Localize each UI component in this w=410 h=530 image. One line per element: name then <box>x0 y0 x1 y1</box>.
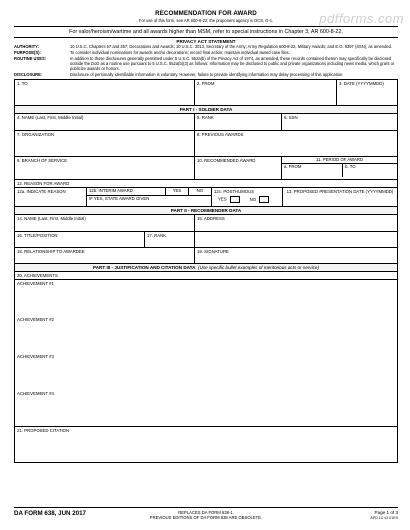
row-branch-award-period <box>15 157 397 180</box>
form-subtitle: For use of this form, see AR 600-8-22; the proponent agency is DCS, G-1. <box>138 18 274 23</box>
interim-award: 12b. INTERIM AWARD YES NO IF YES, STATE AWARD GIVEN <box>87 188 212 206</box>
form-grid <box>14 79 398 463</box>
privacy-row: PURPOSE(S): To consider individual nominations for awards and/or decorations; record final action; maintain individual award case files. <box>14 50 290 56</box>
recommender-rank-field[interactable]: 17. RANK <box>145 232 195 247</box>
row-name-rank-ssn <box>15 114 397 131</box>
date-field[interactable]: 3. DATE (YYYYMMDD) <box>339 81 384 87</box>
interim-no-checkbox[interactable]: NO <box>188 188 211 195</box>
row-relationship-signature <box>15 248 397 264</box>
part1-header: PART I - SOLDIER DATA <box>15 106 397 114</box>
row-title-rank <box>15 232 397 248</box>
ssn-field[interactable]: 6. SSN <box>284 115 298 121</box>
to-field[interactable]: 1. TO <box>15 80 195 105</box>
privacy-act-title: PRIVACY ACT STATEMENT <box>176 39 236 44</box>
address-field-continued[interactable] <box>195 232 397 247</box>
recommender-name-field[interactable]: 14. NAME (Last, First, Middle Initial) <box>15 215 195 231</box>
achievement-4-field[interactable]: ACHIEVEMENT #4 <box>15 390 397 427</box>
part2-header: PART II - RECOMMENDER DATA <box>15 207 397 215</box>
achievement-2-field[interactable]: ACHIEVEMENT #2 <box>17 317 54 323</box>
watermark: pdfforms.com <box>319 11 404 26</box>
relationship-field[interactable]: 18. RELATIONSHIP TO AWARDEE <box>15 248 195 263</box>
page-number: Page 1 of 3 <box>374 510 398 515</box>
period-to-field[interactable]: b. TO <box>345 164 356 170</box>
interim-yes-checkbox[interactable]: YES <box>165 188 188 195</box>
form-title: RECOMMENDATION FOR AWARD <box>155 10 257 17</box>
privacy-act-section <box>14 38 398 78</box>
part3-header: PART III - JUSTIFICATION AND CITATION DATA (Use specific bullet examples of meritorious acts or service) <box>15 264 397 272</box>
special-instruction: For valor/heroism/wartime and all awards higher than MSM, refer to special instructions in Chapter 3, AR 600-8-22. <box>14 26 398 38</box>
posthumous-yes-checkbox[interactable] <box>230 196 240 203</box>
form-footer: DA FORM 638, JUN 2017 REPLACES DA FORM 638-1. PREVIOUS EDITIONS OF DA FORM 638 ARE OBSOLETE. Page 1 of 3 APD LC v2.01ES <box>14 507 398 526</box>
row-reason <box>15 188 397 207</box>
branch-field[interactable]: 9. BRANCH OF SERVICE <box>15 157 195 179</box>
proposed-citation-field[interactable]: 21. PROPOSED CITATION <box>17 428 70 434</box>
row-to-from-date <box>15 80 397 106</box>
privacy-row: AUTHORITY: 10 U.S.C. Chapters 57 and 357; Decorations and Awards; 10 U.S.C. 3013, Secretary of the Army; Army Regulation 600-8-22, Military Awards; and E.O. 9397 (SSN), as amended. <box>14 44 393 49</box>
achievement-1-field[interactable]: ACHIEVEMENT #1 <box>17 281 54 287</box>
row-org-prev <box>15 131 397 157</box>
address-field[interactable]: 15. ADDRESS <box>197 216 225 222</box>
period-from-field[interactable]: a. FROM <box>282 164 343 177</box>
period-of-award: 11. PERIOD OF AWARD a. FROM b. TO <box>282 157 397 179</box>
recommended-award-field[interactable]: 10. RECOMMENDED AWARD <box>195 157 282 179</box>
reason-header: 12. REASON FOR AWARD <box>15 180 397 188</box>
achievements-block: 20. ACHIEVEMENTS ACHIEVEMENT #1 ACHIEVEMENT #2 ACHIEVEMENT #3 ACHIEVEMENT #4 21. PROPOSED CITATION <box>15 272 397 463</box>
achievement-3-field[interactable]: ACHIEVEMENT #3 <box>17 354 54 360</box>
rank-field[interactable]: 5. RANK <box>195 114 282 130</box>
organization-field[interactable]: 7. ORGANIZATION <box>15 131 195 156</box>
privacy-row: DISCLOSURE: Disclosure of personally identifiable information is voluntary. However, failure to provide identifying information may delay processing of this application. <box>14 72 344 78</box>
presentation-date-field[interactable]: 13. PROPOSED PRESENTATION DATE (YYYYMMDD) <box>286 189 394 195</box>
title-position-field[interactable]: 16. TITLE/POSITION <box>15 232 145 247</box>
privacy-row: ROUTINE USES: In addition to those disclosures generally permitted under 5 U.S.C. 552a(b) of the Privacy Act of 1974, as amended, these records contained therein may specifically be disclosed outside the DoD as a routine use pursuant to 5 U.S.C. 552a(b)(3) as follows: Information may be disclosed to public and private organizations including news media, which grant or publicize awards or honors. <box>14 56 395 71</box>
state-award-field[interactable]: IF YES, STATE AWARD GIVEN <box>89 196 150 202</box>
name-field[interactable]: 4. NAME (Last, First, Middle Initial) <box>15 114 195 130</box>
signature-field[interactable]: 19. SIGNATURE <box>197 249 229 255</box>
posthumous-no-checkbox[interactable] <box>259 196 269 203</box>
form-page <box>14 8 404 463</box>
form-number: DA FORM 638, JUN 2017 <box>14 510 86 517</box>
posthumous-field: 12c. POSTHUMOUS YES NO <box>212 188 283 206</box>
previous-awards-field[interactable]: 8. PREVIOUS AWARDS <box>197 132 244 138</box>
from-field[interactable]: 2. FROM <box>195 80 337 105</box>
indicate-reason-field[interactable]: 12a. INDICATE REASON <box>15 188 87 206</box>
row-rec-name-address <box>15 215 397 232</box>
